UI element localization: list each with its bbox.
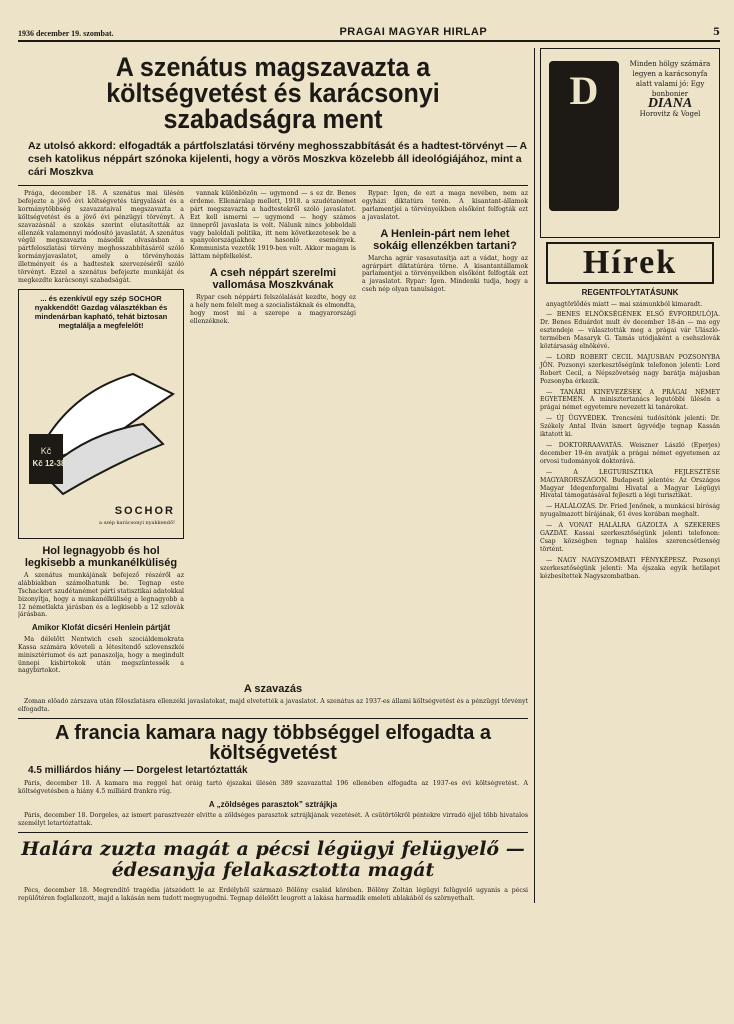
sochor-brand: SOCHOR: [114, 504, 175, 517]
necktie-illustration: [23, 334, 179, 534]
headline-klofat: Amikor Klofát dicséri Henlein pártját: [31, 623, 171, 633]
column-2: [190, 190, 356, 677]
left-content: [18, 48, 528, 903]
lead-headline: A szenátus magszavazta a költségvetést és karácsonyi szabadságra ment: [106, 52, 440, 134]
hirek-title: Hírek: [546, 242, 714, 284]
sochor-ad: [18, 289, 184, 539]
news-item: — TANÁRI KINEVEZÉSEK A PRÁGAI NÉMET EGYETEMEN. A minisztertanács legutóbbi ülésén a prágai német egyetemre nevezett ki tanárokat.: [540, 388, 720, 412]
sochor-ad-illustration: [23, 334, 179, 534]
column-1: [18, 190, 184, 677]
france-subhead: 4.5 milliárdos hiány — Dorgelest letartóztatták: [28, 765, 248, 777]
diana-ticket: D: [549, 61, 619, 211]
zoldseges-text: Páris, december 18. Dorgeles, az ismert parasztvezér elvitte a zöldséges parasztok sztrájkjának vezetését. A csütörtökről péntekre virradó éjjel több hivatalos személyt letartóztattak.: [18, 812, 528, 828]
cseh-text: Rypar cseh néppárti felszólalását kezdte, hogy ez a hely nem felelt meg a szocialistáknak és elmondta, hogy most mi a szerepe a magyarországi ellenzéknek.: [190, 294, 356, 325]
headline-szavazas: A szavazás: [243, 683, 303, 696]
france-text: Páris, december 18. A kamara ma reggel hat óráig tartó éjszakai ülésén 389 szavazattal 196 ellenében elfogadta az 1937-es évi költségvetést. A költségvetésben a hiány 4.5 milliárd frankra rúg.: [18, 780, 528, 796]
news-item: — A VONAT HALÁLRA GÁZOLTA A SZEKERES GAZDÁT. Kassai szerkesztőségünk jelenti telefonon: Csap községben tegnap halálos szerencsétlenség történt.: [540, 522, 720, 553]
diana-brand: DIANA: [647, 96, 693, 111]
news-item: — A LEGTURISZTIKA FEJLESZTÉSE MAGYARORSZÁGON. Budapesti jelentés: Az Országos Magyar Idegenforgalmi Hivatal a Magyar Légügyi Hivatal támogatásával fejleszti a légi turisztikát.: [540, 468, 720, 500]
regent-text: anyagtörlődés miatt — mai számunkból kimaradt.: [546, 300, 703, 308]
headline-henlein: A Henlein-párt nem lehet sokáig ellenzékben tartani?: [373, 227, 517, 252]
sochor-price: Kč 12-38: [32, 458, 66, 468]
hol-text: A szenátus munkájának befejező részéről az alábbiakban számolhatunk be. Tegnap este Tschackert szudétanémet párti statisztikai adatokkal bizonyítja, hogy a munkanélküliség a legnagyobb a 12 németlakta járásban és a legkisebb a 12 szlovák járásban.: [18, 571, 184, 619]
klofat-text: Ma délelőtt Nentwich cseh szociáldemokrata Kassa számára követeli a létesítendő szlovenszkói minisztériumot és azt panaszolja, hogy a megindult ünnepi kisbirtokok után megszüntessék a nagybirtokot.: [18, 635, 184, 675]
sochor-tagline: a szép karácsonyi nyakkendő!: [99, 519, 175, 526]
diana-ad: [540, 48, 720, 238]
sochor-kc: Kč: [40, 445, 52, 456]
lead-col3-text: Rypar: Igen, de ezt a maga nevében, nem az egyházi diktatúra terén. A kisantant-államok parlamentjei a törvényeikben elsőként felfogták ezt a javaslatot.: [362, 190, 528, 221]
page-number: 5: [713, 27, 720, 38]
diana-sub: Horovitz & Vogel: [639, 110, 701, 118]
szavazas-text: Zoman előadó zárszava után föloszlatásra ellenzéki javaslatokat, majd elvetették a javaslatot. A szenátus az 1937-es állami költségvetést és a pénzügyi törvényt elfogadta.: [18, 698, 528, 714]
henlein-text: Marcha agrár vasasutasítja azt a vádat, hogy az agrárpárt diktatúrára törne. A kisantantállamok parlamentjei a törvényeikben elsőként felfogták ezt a javaslatot. Rypar: Igen. Mindenki tudja, hogy a cseh nép olyan tanulságot.: [362, 254, 528, 294]
news-item: — ÚJ ÜGYVÉDEK. Trencséni tudósítónk jelenti: Dr. Székely Antal Ilván ismert ügyvédje tegnap Kassán iktatott ki.: [540, 415, 720, 439]
right-column: [534, 48, 720, 903]
news-item: — HALÁLOZÁS. Dr. Fried Jenőnek, a munkácsi bíróság nyugalmazott bírájának, 61 éves korában meghalt.: [540, 503, 720, 519]
issue-date: 1936 december 19. szombat.: [18, 29, 114, 38]
column-3: [362, 190, 528, 677]
headline-cseh-nepparti: A cseh néppárt szerelmi vallomása Moszkvának: [209, 267, 337, 292]
france-headline: A francia kamara nagy többséggel elfogadta a költségvetést: [54, 722, 492, 765]
lead-col2-text: vannak különbözőn — ugymond — s ez dr. Benes érdeme. Ellenáralap mellett, 1918. a szudétanémet párt megszavazta a hadtestekről szóló javaslatot. Ezt kell ismerni — ugymond — hogy számos ünnepről javaslata is volt. Nálunk nincs jobboldali vagy baloldali politika, itt nem következetesek be a spanyolországiakhoz hasonló események. Kommunista vezetők 1919-ben volt. Akkor magam is láttam népfelkelést.: [190, 190, 356, 261]
diana-ad-top: Minden hölgy számára legyen a karácsonyfa alatt valami jó: Egy bonbonier: [629, 60, 711, 98]
headline-zoldseges: A „zöldséges parasztok” sztrájkja: [208, 799, 338, 809]
news-item: — LORD ROBERT CECIL MAJUSBAN POZSONYBA JÖN. Pozsonyi szerkesztőségünk telefonon jelenti: Lord Robert Cecil, a Népszövetség nagy barátja májusban Pozsonyba érkezik.: [540, 353, 720, 385]
masthead: PRAGAI MAGYAR HIRLAP: [339, 26, 488, 38]
news-item: — DOKTORRAAVATÁS. Weiszner László (Eperjes) december 19-én avatják a prágai német egyetemen az orvosi tudományok doktorává.: [540, 442, 720, 465]
pecs-text: Pécs, december 18. Megrendítő tragédia játszódott le az Erdélyből származó Bölöny család körében. Bölöny Zoltán légügyi felügyelő ugyanis a pécsi repülőtéren foglalkozott, majd a lakásán nem tudott megnyugodni. Tegnap délelőtt leugrott a lakása harmadik emeleti ablakából és szörnyethalt.: [18, 887, 528, 903]
news-item: — NAGY NAGYSZOMBATI FÉNYKÉPESZ. Pozsonyi szerkesztőségünk jelenti: Ma éjszaka egyik hetilapot kézbesítettek Nagyszombatban.: [540, 556, 720, 580]
sochor-ad-text: ... és ezenkívül egy szép SOCHOR nyakkendőt! Gazdag választékban és mindenárban kapható, tehát biztosan megtalálja a megfelelőt!: [34, 293, 168, 330]
pecs-headline: Halára zuzta magát a pécsi légügyi felügyelő — édesanyja felakasztotta magát: [21, 838, 525, 882]
lead-subhead: Az utolsó akkord: elfogadták a pártfolszlatási törvény meghosszabbítását és a hadtest-törvényt — A cseh katolikus néppárt szónoka kijelenti, hogy a vörös Moszkva közelebb áll ideológiájához, mint a cári Moszkva: [28, 140, 527, 178]
regent-headline: REGENTFOLYTATÁSUNK: [581, 288, 679, 297]
news-item: — BENES ELNÖKSÉGÉNEK ELSŐ ÉVFORDULÓJA. Dr. Benes Eduárdot mult év december 18-án — ma egy esztendeje — választották meg a prágai vár Ulászló-termében Masaryk G. Tamás utódjaként a csehszlovák köztársaság elnökévé.: [540, 311, 720, 351]
lead-col1-text: Prága, december 18. A szenátus mai ülésén befejezte a jövő évi költségvetés tárgyalását és a kormánytöbbség szavazataival megszavazta a költségvetést és a jövő évi pénzügyi törvényt. A szavazásnál a szokás szerint elutasították az ellenzék valamennyi módosító javaslatát. A szenátus végül megszavazta második olvasásban a pártfeloszlatási törvény meghosszabbításáról szóló kormányjavaslatot, amely a törvényhozás illetményeit és a hadtestek szervezéséről szóló törvényt. Ezzel a szenátus befejezte munkáját és megkezdte karácsonyi szabadságát.: [18, 190, 184, 284]
headline-hol-legnagyobb: Hol legnagyobb és hol legkisebb a munkanélküliség: [24, 544, 178, 569]
page-header: [18, 20, 720, 42]
